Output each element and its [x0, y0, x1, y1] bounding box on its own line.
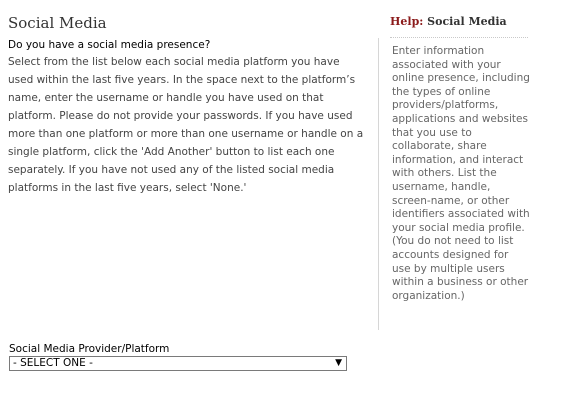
triangle-down-icon: ▼ — [335, 358, 342, 368]
help-header — [390, 15, 528, 38]
instructions-text: Select from the list below each social media platform you have used within the last five years. In the space next to the platform’s name, enter the username or handle you have used on that platform. Please do not provide your passwords. If you have used more than one platform or more than one username or handle on a single platform, click the 'Add Another' button to list each one separately. If you have not used any of the listed social media platforms in the last five years, select 'None.' — [8, 56, 364, 194]
help-title: Social Media — [427, 15, 507, 28]
platform-select[interactable] — [9, 356, 347, 371]
help-text: Enter information associated with your online presence, including the types of online providers/platforms, applications and websites that you use to collaborate, share information, and interact with others. List the username, handle, screen-name, or other identifiers associated with your social media profile. (You do not need to list accounts designed for use by multiple users within a business or other organization.) — [392, 45, 530, 302]
platform-field-label: Social Media Provider/Platform — [9, 343, 170, 355]
social-media-question: Do you have a social media presence? — [8, 39, 211, 51]
section-title: Social Media — [8, 14, 107, 32]
platform-select-value: - SELECT ONE - — [13, 357, 93, 369]
help-body — [378, 38, 532, 330]
help-panel — [378, 11, 532, 331]
help-label: Help: — [390, 15, 424, 28]
